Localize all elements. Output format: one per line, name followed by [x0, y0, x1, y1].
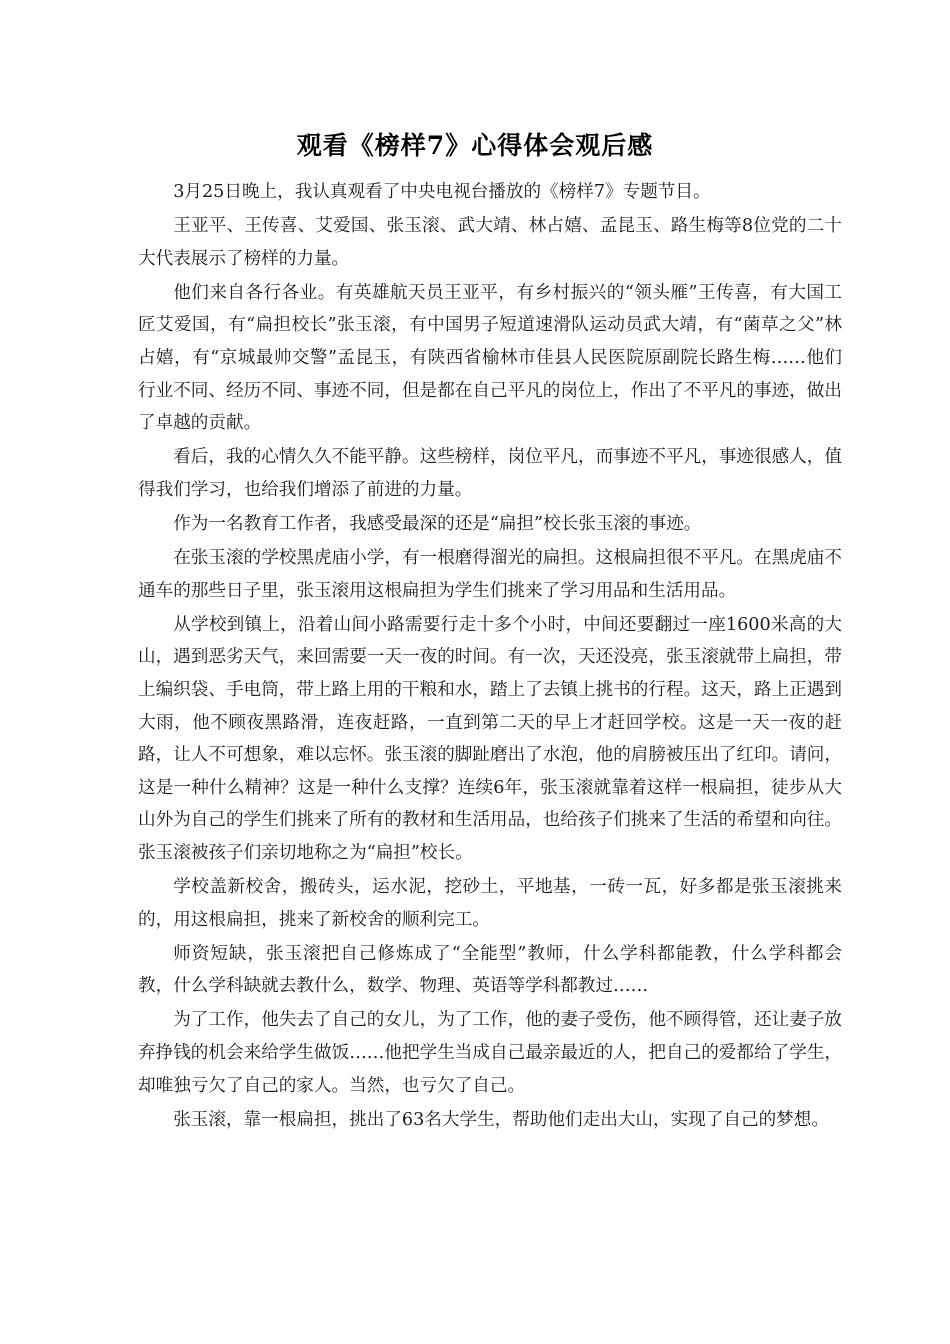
paragraph: 王亚平、王传喜、艾爱国、张玉滚、武大靖、林占嬉、孟昆玉、路生梅等8位党的二十大代表展示了榜样的力量。 [138, 216, 842, 269]
paragraph: 学校盖新校舍，搬砖头，运水泥，挖砂土，平地基，一砖一瓦，好多都是张玉滚挑来的，用这根扁担，挑来了新校舍的顺利完工。 [138, 876, 842, 930]
paragraph: 他们来自各行各业。有英雄航天员王亚平，有乡村振兴的“领头雁”王传喜，有大国工匠艾爱国，有“扁担校长”张玉滚，有中国男子短道速滑队运动员武大靖，有“菌草之父”林占嬉，有“京城最帅交警”孟昆玉，有陕西省榆林市佳县人民医院原副院长路生梅……他们行业不同、经历不同、事迹不同，但是都在自己平凡的岗位上，作出了不平凡的事迹，做出了卓越的贡献。 [138, 282, 842, 434]
paragraph: 张玉滚，靠一根扁担，挑出了63名大学生，帮助他们走出大山，实现了自己的梦想。 [173, 1109, 829, 1130]
paragraph: 看后，我的心情久久不能平静。这些榜样，岗位平凡，而事迹不平凡，事迹很感人，值得我们学习，也给我们增添了前进的力量。 [138, 447, 842, 500]
paragraph: 为了工作，他失去了自己的女儿，为了工作，他的妻子受伤，他不顾得管，还让妻子放弃挣钱的机会来给学生做饭……他把学生当成自己最亲最近的人，把自己的爱都给了学生，却唯独亏欠了自己的家人。当然，也亏欠了自己。 [138, 1010, 842, 1096]
paragraph: 师资短缺，张玉滚把自己修炼成了“全能型”教师，什么学科都能教，什么学科都会教，什么学科缺就去教什么，数学、物理、英语等学科都教过…… [138, 943, 842, 997]
document-title: 观看《榜样7》心得体会观后感 [296, 131, 654, 160]
paragraph: 作为一名教育工作者，我感受最深的还是“扁担”校长张玉滚的事迹。 [173, 513, 702, 534]
paragraph: 3月25日晚上，我认真观看了中央电视台播放的《榜样7》专题节目。 [173, 182, 711, 202]
paragraph: 从学校到镇上，沿着山间小路需要行走十多个小时，中间还要翻过一座1600米高的大山，遇到恶劣天气，来回需要一天一夜的时间。有一次，天还没亮，张玉滚就带上扁担，带上编织袋、手电筒，带上路上用的干粮和水，踏上了去镇上挑书的行程。这天，路上正遇到大雨，他不顾夜黑路滑，连夜赶路，一直到第二天的早上才赶回学校。这是一天一夜的赶路，让人不可想象，难以忘怀。张玉滚的脚趾磨出了水泡，他的肩膀被压出了红印。请问，这是一种什么精神？这是一种什么支撑？连续6年，张玉滚就靠着这样一根扁担，徒步从大山外为自己的学生们挑来了所有的教材和生活用品，也给孩子们挑来了生活的希望和向往。张玉滚被孩子们亲切地称之为“扁担”校长。 [138, 614, 842, 863]
document-body [138, 176, 842, 1138]
paragraph: 在张玉滚的学校黑虎庙小学，有一根磨得溜光的扁担。这根扁担很不平凡。在黑虎庙不通车的那些日子里，张玉滚用这根扁担为学生们挑来了学习用品和生活用品。 [138, 548, 842, 601]
